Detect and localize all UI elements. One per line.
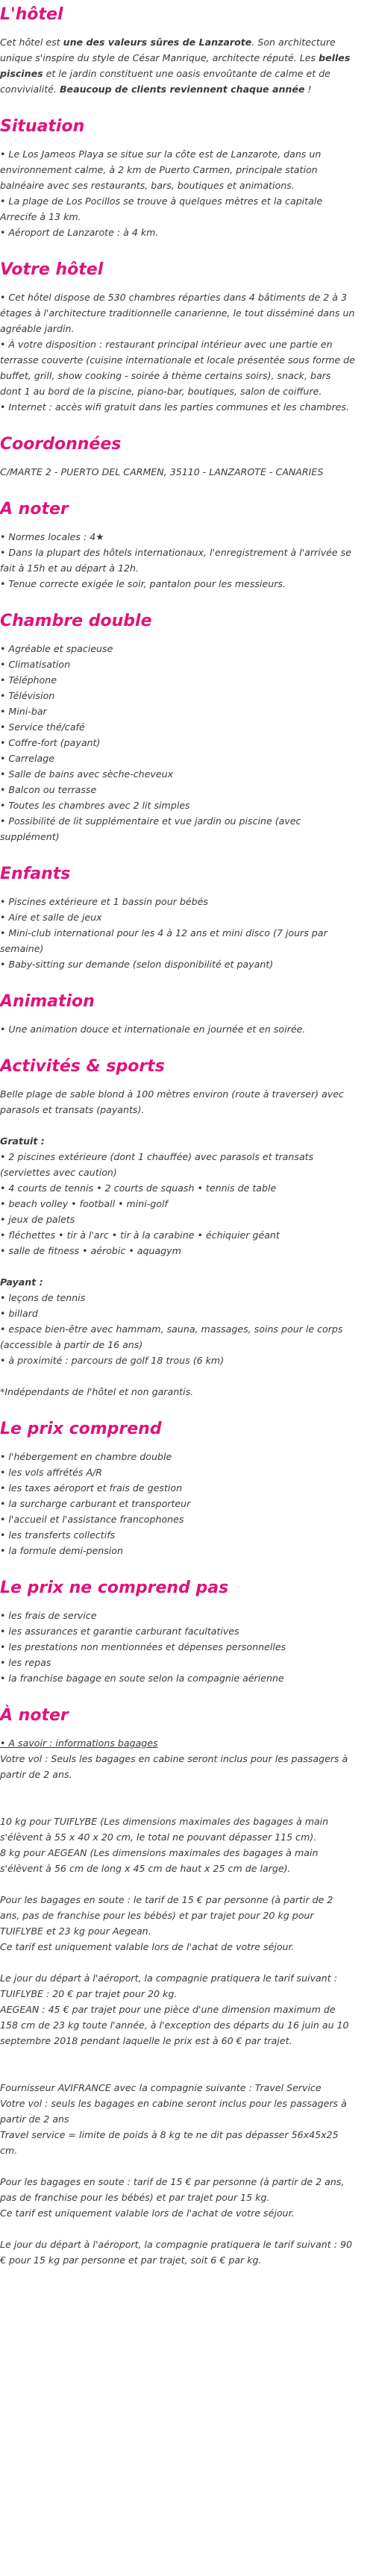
section-title-activites: Activités & sports (0, 1057, 165, 1076)
hotel-desc-part: Cet hôtel est (0, 37, 63, 48)
list-item: • fléchettes • tir à l'arc • tir à la carabine • échiquier géant (0, 1229, 280, 1241)
section-prix-comprend (0, 1419, 355, 1558)
list-item: • Toutes les chambres avec 2 lit simples (0, 800, 190, 811)
situation-list (0, 146, 355, 240)
section-title-a-noter: A noter (0, 500, 69, 518)
payant-label: Payant : (0, 1276, 43, 1288)
section-animation (0, 991, 355, 1037)
baggage-line: Fournisseur AVIFRANCE avec la compagnie suivante : Travel Service (0, 2082, 322, 2093)
activites-intro: Belle plage de sable blond à 100 mètres environ (route à traverser) avec parasols et transats (payants). (0, 1088, 344, 1115)
hotel-description (0, 34, 355, 97)
list-item: • La plage de Los Pocillos se trouve à quelques mètres et la capitale Arrecife à 13 km. (0, 195, 323, 222)
list-item: • jeux de palets (0, 1214, 75, 1225)
section-enfants (0, 864, 355, 972)
list-item: • Internet : accès wifi gratuit dans les parties communes et les chambres. (0, 401, 349, 413)
list-item: • l'hébergement en chambre double (0, 1451, 172, 1462)
enfants-list (0, 894, 355, 972)
section-title-votre-hotel: Votre hôtel (0, 260, 104, 279)
hotel-desc-bold: une des valeurs sûres de Lanzarote (63, 37, 252, 48)
section-title-hotel: L'hôtel (0, 5, 63, 24)
list-item: • beach volley • football • mini-golf (0, 1198, 168, 1209)
section-title-prix-comprend: Le prix comprend (0, 1420, 162, 1438)
baggage-line: 10 kg pour TUIFLYBE (Les dimensions maximales des bagages à main s'élèvent à 55 x 40 x 20 cm, le total ne pouvant dépasser 115 cm). (0, 1816, 329, 1843)
baggage-line: Votre vol : seuls les bagages en cabine seront inclus pour les passagers à partir de 2 ans (0, 2098, 347, 2125)
section-situation (0, 116, 355, 240)
list-item: • Coffre-fort (payant) (0, 737, 101, 748)
list-item: • les transferts collectifs (0, 1529, 116, 1541)
a-noter-list (0, 529, 355, 592)
section-title-animation: Animation (0, 992, 95, 1011)
list-item: • Baby-sitting sur demande (selon disponibilité et payant) (0, 959, 274, 970)
section-hotel (0, 4, 355, 97)
list-item: • billard (0, 1308, 38, 1319)
section-a-noter (0, 499, 355, 592)
list-item: • espace bien-être avec hammam, sauna, massages, soins pour le corps (accessible à partir de 16 ans) (0, 1323, 343, 1350)
baggage-line: Pour les bagages en soute : tarif de 15 € par personne (à partir de 2 ans, pas de franchise pour les bébés) et par trajet pour 15 kg. (0, 2176, 345, 2203)
section-activites (0, 1056, 355, 1400)
list-item: • Tenue correcte exigée le soir, pantalon pour les messieurs. (0, 578, 286, 589)
votre-hotel-list (0, 289, 355, 415)
list-item: • Aire et salle de jeux (0, 912, 102, 923)
list-item: • Service thé/café (0, 721, 85, 733)
baggage-line: Ce tarif est uniquement valable lors de l'achat de votre séjour. (0, 2207, 295, 2219)
baggage-line: Pour les bagages en soute : le tarif de 15 € par personne (à partir de 2 ans, pas de franchise pour les bébés) et par trajet pour 20 kg pour TUIFLYBE et 23 kg pour Aegean. (0, 1894, 333, 1937)
list-item: • 2 piscines extérieure (dont 1 chauffée) avec parasols et transats (serviettes avec caution) (0, 1151, 314, 1178)
list-item: • Salle de bains avec sèche-cheveux (0, 768, 174, 780)
list-item: • les taxes aéroport et frais de gestion (0, 1482, 183, 1494)
list-item: • Agréable et spacieuse (0, 643, 113, 654)
section-title-chambre: Chambre double (0, 612, 152, 630)
address-text: C/MARTE 2 - PUERTO DEL CARMEN, 35110 - LANZAROTE - CANARIES (0, 466, 324, 477)
section-prix-ne-comprend (0, 1578, 355, 1686)
list-item: • les repas (0, 1657, 51, 1668)
baggage-line: TUIFLYBE : 20 € par trajet pour 20 kg. (0, 1988, 178, 1999)
list-item: • Mini-club international pour les 4 à 12 ans et mini disco (7 jours par semaine) (0, 927, 327, 954)
baggage-line: 8 kg pour AEGEAN (Les dimensions maximales des bagages à main s'élèvent à 56 cm de long x 45 cm de haut x 25 cm de large). (0, 1847, 319, 1874)
list-item: • l'accueil et l'assistance francophones (0, 1514, 184, 1525)
hotel-desc-bold: belles piscines (0, 52, 351, 79)
list-item: • la formule demi-pension (0, 1545, 123, 1556)
hotel-info-page (0, 4, 364, 2268)
section-coordonnees (0, 434, 355, 480)
prix-ne-comprend-list (0, 1608, 355, 1686)
baggage-line: AEGEAN : 45 € par trajet pour une pièce d'une dimension maximum de 158 cm de 23 kg toute l'année, à l'exception des départs du 16 juin au 10 septembre 2018 pendant laquelle le prix est à 60 € par trajet. (0, 2004, 349, 2046)
list-item: • Carrelage (0, 753, 55, 764)
section-title-prix-ne-comprend: Le prix ne comprend pas (0, 1579, 229, 1597)
list-item: • les vols affrétés A/R (0, 1467, 103, 1478)
list-item: • les prestations non mentionnées et dépenses personnelles (0, 1641, 286, 1652)
list-item: • Possibilité de lit supplémentaire et vue jardin ou piscine (avec supplément) (0, 815, 301, 842)
activites-note: *Indépendants de l'hôtel et non garantis. (0, 1386, 194, 1397)
baggage-info-heading: • A savoir : informations bagages (0, 1737, 158, 1749)
section-title-coordonnees: Coordonnées (0, 435, 122, 454)
list-item: • Aéroport de Lanzarote : à 4 km. (0, 227, 159, 238)
list-item: • Une animation douce et internationale en journée et en soirée. (0, 1024, 306, 1035)
list-item: • la surcharge carburant et transporteur (0, 1498, 191, 1509)
list-item: • Normes locales : 4★ (0, 531, 104, 542)
baggage-line: Travel service = limite de poids à 8 kg te ne dit pas dépasser 56x45x25 cm. (0, 2129, 339, 2156)
list-item: • à proximité : parcours de golf 18 trous (6 km) (0, 1355, 225, 1366)
section-title-enfants: Enfants (0, 865, 71, 883)
baggage-line: Ce tarif est uniquement valable lors de l'achat de votre séjour. (0, 1941, 295, 1952)
list-item: • les frais de service (0, 1610, 97, 1621)
chambre-list (0, 641, 355, 844)
list-item: • la franchise bagage en soute selon la compagnie aérienne (0, 1673, 284, 1684)
list-item: • leçons de tennis (0, 1292, 86, 1303)
section-title-a-noter-bagages: À noter (0, 1706, 69, 1725)
list-item: • À votre disposition : restaurant principal intérieur avec une partie en terrasse couverte (cuisine internationale et locale présentée sous forme de buffet, grill, show cooking - soirée à thème certains soirs), snack, bars dont 1 au bord de la piscine, piano-bar, boutiques, salon de coiffure. (0, 339, 355, 397)
hotel-desc-part: . Son architecture unique s'inspire du style de César Manrique, architecte réputé. Les (0, 37, 336, 63)
baggage-line: Votre vol : Seuls les bagages en cabine seront inclus pour les passagers à partir de 2 ans. (0, 1753, 348, 1780)
gratuit-label: Gratuit : (0, 1135, 45, 1147)
hotel-desc-bold: Beaucoup de clients reviennent chaque année (59, 84, 305, 95)
section-chambre (0, 611, 355, 844)
section-title-situation: Situation (0, 117, 85, 136)
baggage-line: Le jour du départ à l'aéroport, la compagnie pratiquera le tarif suivant : 90 € pour 15 kg par personne et par trajet, soit 6 € par kg. (0, 2239, 352, 2266)
list-item: • Télévision (0, 690, 55, 701)
list-item: • salle de fitness • aérobic • aquagym (0, 1245, 181, 1256)
baggage-line: Le jour du départ à l'aéroport, la compagnie pratiquera le tarif suivant : (0, 1972, 337, 1984)
animation-list (0, 1021, 355, 1037)
list-item: • Mini-bar (0, 706, 47, 717)
list-item: • Piscines extérieure et 1 bassin pour bébés (0, 896, 208, 907)
section-votre-hotel (0, 260, 355, 415)
list-item: • Climatisation (0, 659, 71, 670)
list-item: • 4 courts de tennis • 2 courts de squash • tennis de table (0, 1182, 277, 1194)
prix-comprend-list (0, 1449, 355, 1558)
list-item: • Cet hôtel dispose de 530 chambres réparties dans 4 bâtiments de 2 à 3 étages à l'architecture traditionnelle canarienne, le tout disséminé dans un agréable jardin. (0, 292, 355, 334)
gratuit-list (0, 1149, 355, 1259)
list-item: • Le Los Jameos Playa se situe sur la côte est de Lanzarote, dans un environnement calme, à 2 km de Puerto Carmen, principale station balnéaire avec ses restaurants, bars, boutiques et animations. (0, 148, 322, 191)
hotel-desc-part: ! (304, 84, 312, 95)
list-item: • Dans la plupart des hôtels internationaux, l'enregistrement à l'arrivée se fait à 15h et au départ à 12h. (0, 547, 351, 574)
section-a-noter-bagages (0, 1705, 355, 2268)
list-item: • Téléphone (0, 674, 57, 686)
list-item: • Balcon ou terrasse (0, 784, 97, 795)
hotel-desc-part: et le jardin constituent une oasis envoûtante de calme et de convivialité. (0, 68, 330, 95)
list-item: • les assurances et garantie carburant facultatives (0, 1626, 239, 1637)
payant-list (0, 1290, 355, 1368)
